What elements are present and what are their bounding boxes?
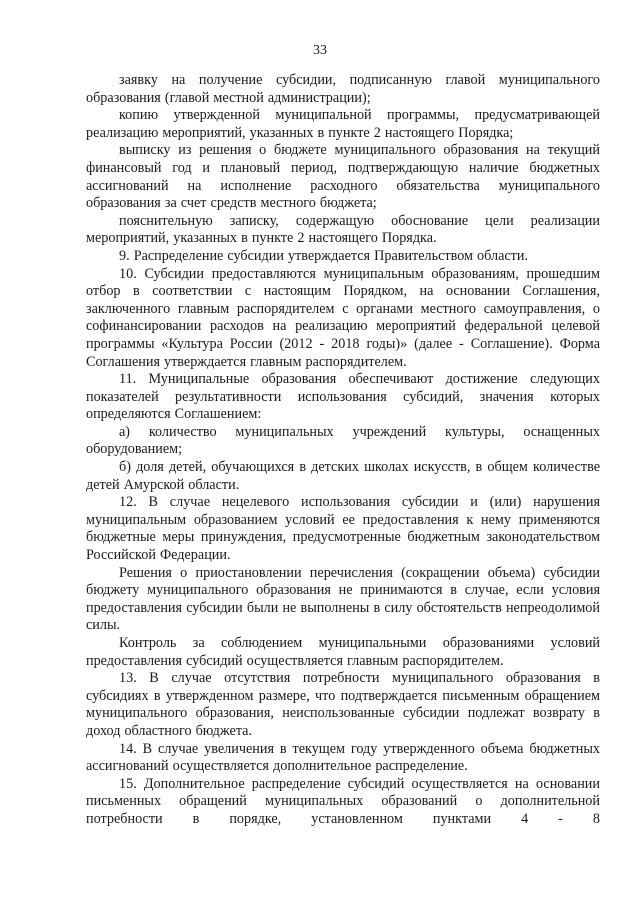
paragraph-item-14: 14. В случае увеличения в текущем году утвержденного объема бюджетных ассигнований осуществляется дополнительное распределение. [86, 740, 600, 775]
paragraph-item-11a: а) количество муниципальных учреждений культуры, оснащенных оборудованием; [86, 423, 600, 458]
paragraph-program-copy: копию утвержденной муниципальной программы, предусматривающей реализацию мероприятий, указанных в пункте 2 настоящего Порядка; [86, 107, 600, 141]
paragraph-item-11: 11. Муниципальные образования обеспечивают достижение следующих показателей результативности использования субсидий, значения которых определяются Соглашением: [86, 371, 600, 423]
paragraph-control: Контроль за соблюдением муниципальными образованиями условий предоставления субсидий осуществляется главным распорядителем. [86, 635, 600, 669]
paragraph-item-10: 10. Субсидии предоставляются муниципальным образованиям, прошедшим отбор в соответствии с настоящим Порядком, на основании Соглашения, заключенного главным распорядителем с органами местного самоуправления, о софинансировании расходов на реализацию мероприятий федеральной целевой программы «Культура России (2012 - 2018 годы)» (далее - Соглашение). Форма Соглашения утверждается главным распорядителем. [86, 265, 600, 370]
paragraph-explanatory-note: пояснительную записку, содержащую обоснование цели реализации мероприятий, указанных в пункте 2 настоящего Порядка. [86, 212, 600, 247]
paragraph-item-15: 15. Дополнительное распределение субсидий осуществляется на основании письменных обращений муниципальных образований о дополнительной потребности в порядке, установленном пунктами 4 - 8 [86, 775, 600, 827]
paragraph-item-11b: б) доля детей, обучающихся в детских школах искусств, в общем количестве детей Амурской области. [86, 459, 600, 493]
paragraph-item-9: 9. Распределение субсидии утверждается Правительством области. [119, 247, 529, 264]
paragraph-item-12: 12. В случае нецелевого использования субсидии и (или) нарушения муниципальным образованием условий ее предоставления к нему применяются бюджетные меры принуждения, предусмотренные бюджетным законодательством Российской Федерации. [86, 494, 600, 564]
page-number: 33 [313, 43, 327, 58]
paragraph-application: заявку на получение субсидии, подписанную главой муниципального образования (главой местной администрации); [86, 72, 600, 106]
paragraph-suspension-decisions: Решения о приостановлении перечисления (сокращении объема) субсидии бюджету муниципального образования не принимаются в случае, если условия предоставления субсидии были не выполнены в силу обстоятельств непреодолимой силы. [86, 564, 600, 634]
document-body [86, 72, 600, 829]
paragraph-budget-extract: выписку из решения о бюджете муниципального образования на текущий финансовый год и плановый период, подтверждающую наличие бюджетных ассигнований на исполнение расходного обязательства муниципального образования за счет средств местного бюджета; [86, 142, 600, 212]
paragraph-item-13: 13. В случае отсутствия потребности муниципального образования в субсидиях в утвержденном размере, что подтверждается письменным обращением муниципального образования, неиспользованные субсидии подлежат возврату в доход областного бюджета. [86, 670, 600, 739]
